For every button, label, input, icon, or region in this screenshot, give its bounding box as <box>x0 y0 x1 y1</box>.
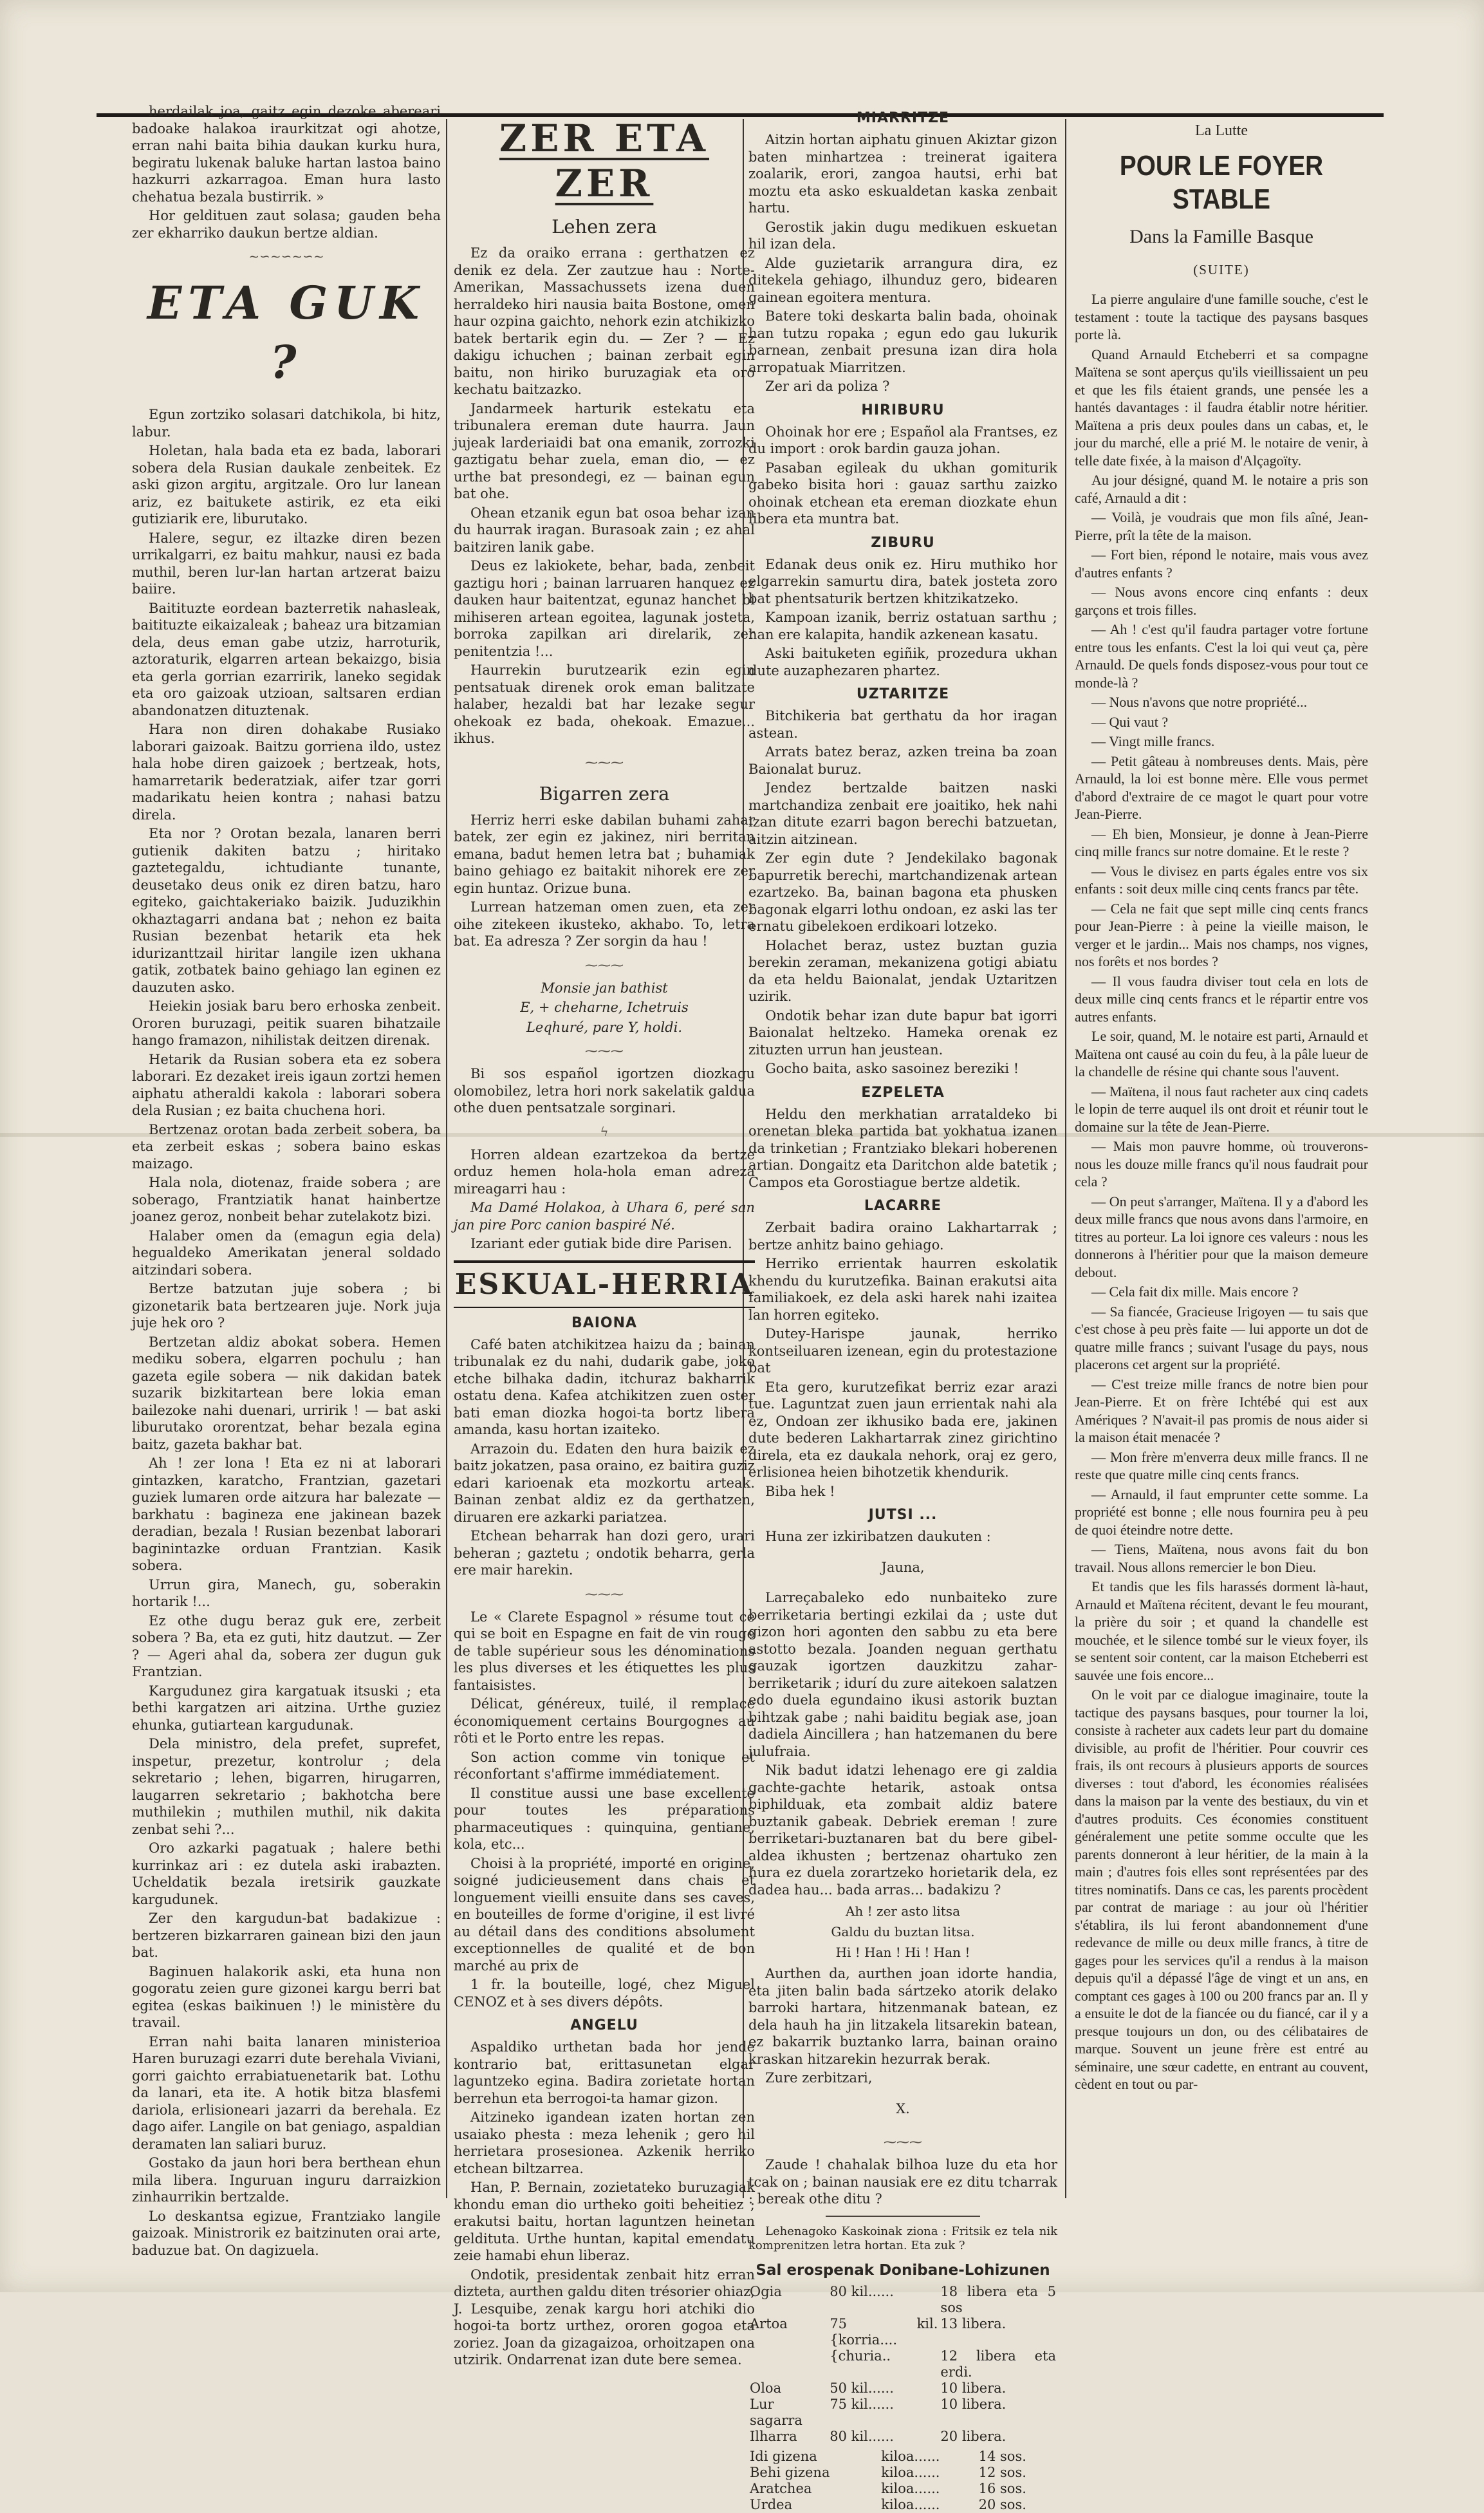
paragraph: Bertze batzutan juje sobera ; bi gizonetarik bata bertzearen juje. Nork juja juje hek oro ? <box>132 1281 441 1331</box>
divider <box>826 2216 980 2217</box>
poem-line: Ah ! zer asto litsa <box>845 1903 960 1919</box>
article-body <box>748 556 1057 680</box>
paragraph: Gostako da jaun hori bera berthean ehun mila libera. Inguruan inguru darraizkion zinhaurrikin bertzalde. <box>132 2155 441 2205</box>
paragraph: Lurrean hatzeman omen zuen, eta zer oihe zitekeen ikusteko, akhabo. To, letra bat. Ea adresza ? Zer sorgin da hau ! <box>454 899 755 949</box>
paragraph: Nik badut idatzi lehenago ere gi zaldia gachte-gachte hetarik, astoak ontsa biphilduak, eta zombait aldiz batere buztanik gabeak. Debriek ereman ! zure berriketari-buztanaren bat du bere gibel-aldea ikhusten ; bertzenaz ohartuko zen hura ez duela zorartzeko horietarik dela, ez dadea hau... bada arras... badakizu ? <box>748 1762 1057 1898</box>
article-body <box>748 424 1057 528</box>
paragraph: Quand Arnauld Etcheberri et sa compagne Maïtena se sont aperçus qu'ils vieillissaient un peu et que les fils étaient grands, une pensée les a hantés davantages : il faudra établir notre héritier. Maïtena a pris deux poules dans un cabas, et, le jour du marché, elle a prié M. le notaire de venir, à telle date fixée, à la maison d'Alçagoïty. <box>1075 346 1368 469</box>
paragraph: Edanak deus onik ez. Hiru muthiko hor elgarrekin samurtu dira, batek josteta zoro bat phentsaturik bertzen khitzikatzeko. <box>748 556 1057 606</box>
article-body <box>748 131 1057 395</box>
table-cell: Ogia <box>750 2284 782 2299</box>
table-cell: 20 libera. <box>940 2429 1006 2444</box>
paragraph: — Il vous faudra diviser tout cela en lots de deux mille cinq cents francs et le répartir entre vos autres enfants. <box>1075 973 1368 1025</box>
paragraph: Kampoan izanik, berriz ostatuan sarthu ; han ere kalapita, handik azkenean kasatu. <box>748 610 1057 642</box>
article-body <box>454 1336 755 1579</box>
paragraph: Izariant eder gutiak bide dire Parisen. <box>470 1236 732 1251</box>
paragraph: Hala nola, diotenaz, fraide sobera ; are soberago, Frantziatik hanat hainbertze joanez geroz, nonbeit behar zutelakotz bizi. <box>132 1175 441 1224</box>
table-cell: {churia.. <box>830 2348 891 2364</box>
paragraph: — Vous le divisez en parts égales entre vos six enfants : soit deux mille cinq cents francs par tête. <box>1075 863 1368 897</box>
paragraph: Zer egin dute ? Jendekilako bagonak bapurretik berechi, martchandizenak artean ezartzeko. Ba, bainan bagona eta phusken bagonak elgarri lothu ondoan, ez aski las ter ernatu gibelekoen erdikoari lotzeko. <box>748 850 1057 934</box>
table-cell: 75 kil. {korria.... <box>830 2316 938 2348</box>
table-cell: 10 libera. <box>940 2396 1006 2412</box>
table-cell: kiloa...... <box>881 2497 940 2512</box>
paragraph: Aitzineko igandean izaten hortan zen usaiako phesta : meza lehenik ; gero hil herrietara prosesionea. Azkenik herriko etchean biltzarrea. <box>454 2109 755 2176</box>
poem-line: Hi ! Han ! Hi ! Han ! <box>835 1945 970 1960</box>
paragraph: Bertzenaz orotan bada zerbeit sobera, ba eta zerbeit eskas ; sobera baino eskas maizago. <box>132 1121 441 1172</box>
section-la-lutte: La Lutte <box>1195 122 1248 139</box>
market-price-table <box>748 2284 1057 2445</box>
paragraph: Holetan, hala bada eta ez bada, laborari sobera dela Rusian daukale zenbeitek. Ez aski gizon argitu, argitzale. Oro lur lanean ariz, ez baitukete astirik, ez eta eiki gutiziarik ere, liburutako. <box>132 443 441 527</box>
column-4 <box>1075 103 1368 2201</box>
table-cell: Idi gizena <box>750 2449 817 2464</box>
paragraph: Heiekin josiak baru bero erhoska zenbeit. Ororen buruzagi, peitik suaren bihatzaile hango framazon, nihilistak deitzen direnak. <box>132 998 441 1048</box>
location-hiriburu: HIRIBURU <box>861 402 945 418</box>
paragraph: Urrun gira, Manech, gu, soberakin hortarik !... <box>132 1576 441 1609</box>
table-cell: 75 kil...... <box>830 2396 894 2412</box>
paragraph: — Tiens, Maïtena, nous avons fait du bon travail. Nous allons remercier le bon Dieu. <box>1075 1541 1368 1575</box>
location-ziburu: ZIBURU <box>871 534 935 551</box>
meat-price-table <box>748 2449 1057 2513</box>
table-row <box>748 2380 1057 2396</box>
paragraph: Son action comme vin tonique et réconfortant s'affirme immédiatement. <box>454 1749 755 1782</box>
table-row <box>748 2465 1057 2481</box>
article-body <box>748 1219 1057 1500</box>
table-row <box>748 2396 1057 2429</box>
paragraph: Halaber omen da (emagun egia dela) hegualdeko Amerikatan jeneral soldado aitzindari sobera. <box>132 1228 441 1278</box>
paragraph: Aski baituketen egiñik, prozedura ukhan dute auzaphezaren phartez. <box>748 646 1057 678</box>
paragraph: — Mon frère m'enverra deux mille francs. Il ne reste que quatre mille cinq cents francs. <box>1075 1448 1368 1482</box>
paragraph: Arrats batez beraz, azken treina ba zoan Baionalat buruz. <box>748 744 1057 777</box>
signature-line: E, + cheharne, Ichetruis <box>520 1000 689 1015</box>
paragraph: 1 fr. la bouteille, logé, chez Miguel CENOZ et à ses divers dépôts. <box>454 1977 755 2010</box>
flourish-divider: ~∽~∽~∽~ <box>248 248 324 264</box>
paragraph: Kargudunez gira kargatuak itsuski ; eta bethi kargatzen ari aitzina. Urthe guziez ehunka, gutiartean kargudunak. <box>132 1683 441 1733</box>
table-row <box>748 2497 1057 2513</box>
paragraph: Hara non diren dohakabe Rusiako laborari gaizoak. Baitzu gorriena ildo, ustez hala hobe diren gaizoek ; bertzeak, hots, hamarretarik bederatziak, aifer tzar gorri madarikatu heien kontra ; nahasi batzu direla. <box>132 722 441 823</box>
paragraph: Herriko errientak haurren eskolatik khendu du kurutzefika. Bainan erakutsi aita familiakoek, ez dela aski harek nahi izaitea lan horren egiteko. <box>748 1256 1057 1323</box>
footnote: Lehenagoko Kaskoinak ziona : Fritsik ez tela nik komprenitzen letra hortan. Eta zuk ? <box>748 2224 1057 2252</box>
intro-paragraph: herdailak joa, gaitz egin dezoke abereari badoake halakoa iraurkitzat ogi ahotze, erran nahi baita bihia daukan kurku hura, begiratu lukenak baluke hartan lastoa baino hazkurri azkarragoa. Eman hura lasto chehatua bezala bustirrik. » <box>132 104 441 205</box>
location-miarritze: MIARRITZE <box>856 110 950 126</box>
paragraph: Gerostik jakin dugu medikuen eskuetan hil izan dela. <box>748 219 1057 252</box>
table-cell: 14 sos. <box>978 2449 1026 2464</box>
column-rule <box>446 119 447 2198</box>
table-cell: Oloa <box>750 2380 782 2396</box>
table-cell: Aratchea <box>750 2481 812 2496</box>
advert-clarete <box>454 1609 755 2011</box>
section-mark: ϟ <box>600 1123 609 1139</box>
flourish-divider: ⁓⁓⁓ <box>585 754 624 770</box>
paragraph: Zaude ! chahalak bilhoa luze du eta hor tcak on ; bainan nausiak ere ez ditu tcharrak : bereak othe ditu ? <box>748 2157 1057 2207</box>
paragraph: — Qui vaut ? <box>1091 713 1169 730</box>
flourish-divider: ⁓⁓⁓ <box>884 2134 922 2149</box>
address-line: Ma Damé Holakoa, à Uhara 6, peré san jan pire Porc canion baspiré Né. <box>454 1200 755 1233</box>
paragraph: Baginuen halakorik aski, eta huna non gogoratu zeien gure gizonei kargu berri bat egitea (eskas baikinuen !) le ministère du travail. <box>132 1963 441 2030</box>
article-body <box>748 1589 1057 1898</box>
paragraph: Zer ari da poliza ? <box>765 378 890 394</box>
location-baiona: BAIONA <box>571 1314 638 1331</box>
paragraph: Choisi à la propriété, importé en origine, soigné judicieusement dans chais et longuement vieilli ensuite dans ses caves, en bouteilles de forme d'origine, il est livré au détail dans des conditions absolument exceptionnelles de qualité et de bon marché au prix de <box>454 1855 755 1974</box>
table-cell: kiloa...... <box>881 2465 940 2480</box>
table-cell: 50 kil...... <box>830 2380 894 2396</box>
paragraph: Huna zer izkiribatzen daukuten : <box>765 1529 991 1544</box>
paragraph: Alde guzietarik arrangura dira, ez ditekela gehiago, ilhunduz gero, bidearen gainean egoitera mentura. <box>748 255 1057 305</box>
location-angelu: ANGELU <box>570 2017 638 2033</box>
paragraph: Jandarmeek harturik estekatu eta tribunalera ereman dute haurra. Jaun jujeak larderiaidi bat ona emanik, zorrozki gaztigatu behar zuela, eman dio, — ez urthe bat presondegi, ez — bainan egun bat ohe. <box>454 400 755 501</box>
paragraph: Ah ! zer lona ! Eta ez ni at laborari gintazken, karatcho, Frantzian, gazetari guziek lumaren orde aitzura har balezate — barkhatu : bagineza ene jakinean bazek deradian, bezala ! Rusian bezenbat laborari baginintazke orduan Frantzian. Kasik sobera. <box>132 1455 441 1573</box>
intro-paragraph: Hor geldituen zaut solasa; gauden beha zer ekharriko daukun bertze aldian. <box>132 208 441 241</box>
paragraph: Et tandis que les fils harassés dorment là-haut, Arnauld et Maïtena récitent, devant le feu mourant, la prière du soir ; et quand la chandelle est mouchée, et le silence tombé sur le vieux foyer, ils se sentent soir content, car la maison Etcheberri est sauvée une fois encore... <box>1075 1578 1368 1683</box>
paragraph: Zer den kargudun-bat badakizue : bertzeren bizkarraren gainean bizi den jaun bat. <box>132 1910 441 1960</box>
paragraph: Ondotik behar izan dute bapur bat igorri Baionalat heltzeko. Hameka orenak ez zituzten urrun han jeustean. <box>748 1007 1057 1058</box>
table-cell: 18 libera eta 5 sos <box>940 2284 1056 2315</box>
paragraph: Heldu den merkhatian arrataldeko bi orenetan bleka partida bat yokhatua izanen da trinketian ; Frantziako blekari hoberenen artian. Dongaitz eta Daritchon alde batetik ; Campos eta Gorostiague bertze aldetik. <box>748 1106 1057 1190</box>
flourish-divider: ⁓⁓⁓ <box>585 957 624 973</box>
paragraph: Arrazoin du. Edaten den hura baizik ez baitz jokatzen, pasa oraino, ez baitira guziz edari karioenak eta mozkortu arteak. Bainan zenbat aldiz ez da gerthatzen, diruaren ere azkarki pariatzea. <box>454 1441 755 1525</box>
table-cell: Lur sagarra <box>750 2396 802 2428</box>
table-row <box>748 2316 1057 2348</box>
article-body <box>454 245 755 747</box>
paragraph: Au jour désigné, quand M. le notaire a pris son café, Arnauld a dit : <box>1075 472 1368 506</box>
paragraph: Lo deskantsa egizue, Frantziako langile gaizoak. Ministrorik ez baitzinuten orai arte, baduzue bat. On dagizuela. <box>132 2208 441 2258</box>
article-body <box>748 707 1057 1078</box>
paragraph: Egun zortziko solasari datchikola, bi hitz, labur. <box>132 407 441 440</box>
table-cell: Ilharra <box>750 2429 797 2444</box>
article-body <box>748 1106 1057 1191</box>
article-body <box>454 2039 755 2369</box>
paragraph: Horren aldean ezartzekoa da bertze orduz hemen hola-hola eman adreza mireagarri hau : <box>454 1146 755 1197</box>
paragraph: Erran nahi baita lanaren ministerioa Haren buruzagi ezarri dute berehala Viviani, gorri gaichto errabiatuenetarik bat. Lothu da lanari, eta ite. A hotik bitza blasfemi dariola, erlisioneari jazarri da berehala. Ez dago aifer. Langile on bat geniago, aspaldian deramaten lan saliari buruz. <box>132 2033 441 2152</box>
column-3 <box>748 103 1057 2512</box>
poem-line: Galdu du buztan litsa. <box>831 1924 975 1939</box>
paragraph: — Voilà, je voudrais que mon fils aîné, Jean-Pierre, prît la tête de la maison. <box>1075 509 1368 543</box>
paragraph: Etchean beharrak han dozi gero, urari beheran ; gaztetu ; ondotik beharra, gerla ere mair harekin. <box>454 1528 755 1578</box>
paragraph: — Nous n'avons que notre propriété... <box>1091 694 1308 710</box>
paragraph: Eta gero, kurutzefikat berriz ezar arazi tue. Laguntzat zuen jaun errientak nahi ala ez, Ondoan zer ikhusiko bada ere, jakinen dute bederen Lakhartarrak zinez girichtino direla, eta ez daukala nehork, oraj ez gero, erlisionea heien bihotzetik khendurik. <box>748 1379 1057 1480</box>
paragraph: Le soir, quand, M. le notaire est parti, Arnauld et Maïtena ont causé au coin du feu, à la pâle lueur de la chandelle de résine qui chante sous l'auvent. <box>1075 1028 1368 1079</box>
paragraph: Ez othe dugu beraz guk ere, zerbeit sobera ? Ba, eta ez guti, hitz dautzut. — Zer ? — Ageri ahal da, sobera zer dugun guk Frantzian. <box>132 1612 441 1679</box>
paragraph: Baitituzte eordean bazterretik nahasleak, baitituzte eikaizaleak ; baheaz ura bitzamian dela, deus eman gabe utziz, harroturik, aztoraturik, elgarren artean bekaizgo, bisia eta gerla gorrian ezarririk, laneko segidak eta oro gaizoak utzioan, saltsaren erdian abandonatzen dituztenak. <box>132 600 441 718</box>
signature-line: Leqhuré, pare Y, holdi. <box>526 1019 682 1035</box>
table-row <box>748 2348 1057 2380</box>
paragraph: Bertzetan aldiz abokat sobera. Hemen mediku sobera, elgarren pochulu ; han gazeta egile sobera — nik dakidan batek suzarik bizkitartean bere lokia eman bailezoke nahi duenari, urririk ! — bat aski liburutako ororentzat, behar bezala egina baitz, gazeta bakhar bat. <box>132 1334 441 1452</box>
paragraph: — Mais mon pauvre homme, où trouverons-nous les douze mille francs qu'il nous faudrait pour cela ? <box>1075 1138 1368 1190</box>
paragraph: Haurrekin burutzearik ezin egin pentsatuak direnek orok eman balitzate halaber, hezaldi bat har lezake segur ohekoak ez bada, ohekoak. Emazue... ikhus. <box>454 662 755 746</box>
paragraph: Holachet beraz, ustez buztan guzia berekin zeraman, mekanizena gotigi abiatu da eta heldu Baionalat, jendak Uztaritzen uzirik. <box>748 937 1057 1004</box>
article-body <box>132 406 441 2259</box>
column-2 <box>454 103 755 2368</box>
paragraph: Ohoinak hor ere ; Español ala Frantses, ez du import : orok bardin gauza johan. <box>748 424 1057 456</box>
signature-line: Monsie jan bathist <box>541 980 668 996</box>
suite-label: (SUITE) <box>1193 261 1250 277</box>
paragraph: Délicat, généreux, tuilé, il remplace économiquement certains Bourgognes au rôti et le Porto entre les repas. <box>454 1696 755 1746</box>
headline-eta-guk: ETA GUK ? <box>147 276 425 389</box>
paragraph: Jendez bertzalde baitzen naski martchandiza zenbait ere joaitiko, hek nahi izan ditute ezarri bagon berechi batzuetan, aitzin aitzinean. <box>748 780 1057 847</box>
flourish-divider: ⁓⁓⁓ <box>585 1043 624 1058</box>
article-body <box>454 812 755 950</box>
location-uztaritze: UZTARITZE <box>856 686 950 702</box>
table-cell: 13 libera. <box>940 2316 1006 2331</box>
paragraph: — Maïtena, il nous faut racheter aux cinq cadets le lopin de terre auquel ils ont droit et réunir tout le domaine sur la tête de Jean-Pierre. <box>1075 1083 1368 1135</box>
paragraph: Dela ministro, dela prefet, suprefet, inspetur, prezetur, kontrolur ; dela sekretario ; lehen, bigarren, hirugarren, laugarren sekretario ; bakhotcha bere muthilekin ; muthilen muthil, nik dakita zenbat sehi ?... <box>132 1736 441 1837</box>
paragraph: Halere, segur, ez iltazke diren bezen urrikalgarri, ez baitu mahkur, nausi ez bada muthil, beren lur-lan hartan artzerat baizu baiire. <box>132 530 441 597</box>
section-lehen-zera: Lehen zera <box>552 216 657 238</box>
paragraph: Oro azkarki pagatuak ; halere bethi kurrinkaz ari : ez dutela aski irabazten. Ucheldatik bezala iretsirik gauzkate kargudunek. <box>132 1840 441 1907</box>
paragraph: Larreçabaleko edo nunbaiteko zure berriketaria bertingi ezkilai da ; uste dut gizon hori agonten den sabbu zu eta bere astotto bezala. Joanden neguan gerthatu gauzak igortzen dauzkitzu zahar-berriketarik ; idurí du zure aitekoen salatzen edo duela egundaino ikusi astorik buztan bihtzak gabe ; nahi baiditu begiak ase, joan dadiela Aincillera ; han hatzemanen du bere julufraia. <box>748 1590 1057 1759</box>
paragraph: Ondotik, presidentak zenbait hitz erran dizteta, aurthen galdu diten trésorier ohiaz, J. Lesquibe, zenak kargu hori atchiki dio hogoi-ta bortz urthez, ororen gogoa eta zoriez. Joan da gizagaizoa, orhoitzapen ona utzirik. Ondarrenat izan dute bere semea. <box>454 2266 755 2368</box>
paragraph: Aspaldiko urthetan bada hor jende kontrario bat, erittasunetan elgar laguntzeko egina. Badira zorietate hortan berrehun eta berrogoi-ta hamar gizon. <box>454 2039 755 2106</box>
paragraph: Il constitue aussi une base excellente pour toutes les préparations pharmaceutiques : quinquina, gentiane, kola, etc... <box>454 1785 755 1852</box>
table-cell: 80 kil...... <box>830 2429 894 2444</box>
paragraph: — Fort bien, répond le notaire, mais vous avez d'autres enfants ? <box>1075 547 1368 581</box>
column-1 <box>132 103 441 2258</box>
table-row <box>748 2449 1057 2465</box>
paragraph: — Arnauld, il faut emprunter cette somme. La propriété est bonne ; elle nous fournira peu à peu de quoi éteindre notre dette. <box>1075 1486 1368 1538</box>
paragraph: Hetarik da Rusian sobera eta ez sobera laborari. Ez dezaket ireis igaun zortzi hemen aiphatu atheraldi kakola : laborari sobera dela Rusian ; ez baita chuchena hori. <box>132 1051 441 1118</box>
paragraph: — C'est treize mille francs de notre bien pour Jean-Pierre. Et on frère Ichtébé qui est aux Amériques ? N'avait-il pas promis de nous aider si la maison était menacée ? <box>1075 1376 1368 1445</box>
column-rule <box>1065 119 1066 2198</box>
flourish-divider: ⁓⁓⁓ <box>585 1585 624 1602</box>
paragraph: Pasaban egileak du ukhan gomiturik gabeko bisita hori : gauaz sarthu zaizko ohoinak etchean eta ereman diozkate ehun libera eta muntra bat. <box>748 460 1057 527</box>
table-cell: kiloa...... <box>881 2481 940 2496</box>
paragraph: — On peut s'arranger, Maïtena. Il y a d'abord les deux mille francs que nous avons dans l'armoire, en titres au porteur. La loi ignore ces valeurs : nous les donnerons à l'héritier pour que la maison demeure debout. <box>1075 1193 1368 1280</box>
location-ezpeleta: EZPELETA <box>861 1084 945 1101</box>
paragraph: Zerbait badira oraino Lakhartarrak ; bertze anhitz baino gehiago. <box>748 1220 1057 1253</box>
masthead-zer-eta-zer: ZER ETA ZER <box>499 117 710 205</box>
paragraph: Batere toki deskarta balin bada, ohoinak han tutzu ropaka ; egun edo gau lukurik barnean, zenbait presuna izan dira hola arropatuak Miarritzen. <box>748 308 1057 375</box>
paragraph: Han, P. Bernain, zozietateko buruzagiak khondu eman dio urtheko goiti beheitiez ; erakutsi baitu, hortan laguntzen heinetan geldituta. Urthe huntan, kapital emendatu zeie hamabi ehun liberaz. <box>454 2180 755 2263</box>
paragraph: Deus ez lakiokete, behar, bada, zenbeit gaztigu hori ; bainan larruaren hanquez ez dauken haur baitentzat, egunaz hanchet bi mihiseren artean egoitea, lagunak josteta, borroka zapilkan ari direlarik, zer penitentzia !... <box>454 558 755 659</box>
section-bigarren-zera: Bigarren zera <box>539 782 670 805</box>
paragraph: Ohean etzanik egun bat osoa behar izan du haurrak iragan. Burasoak zain ; ez ahal baitziren lanik gabe. <box>454 505 755 555</box>
table-cell: 80 kil...... <box>830 2284 894 2299</box>
article-title: POUR LE FOYER STABLE <box>1119 149 1324 215</box>
table-cell <box>748 2348 828 2380</box>
paragraph: Café baten atchikitzea haizu da ; bainan tribunalak ez du nahi, dudarik gabe, joko etche bilhaka dadin, itchuraz bakharrik ostatu dena. Kafea atchikitzen zuen oster bati eman diozka hogoi-ta bortz libera amanda, kasu hortan izaiteko. <box>454 1336 755 1437</box>
paragraph: — Ah ! c'est qu'il faudra partager votre fortune entre tous les enfants. C'est la loi qui veut ça, père Arnauld. De quels fonds disposez-vous pour tout ce monde-là ? <box>1075 621 1368 691</box>
paragraph: Le « Clarete Espagnol » résume tout ce qui se boit en Espagne en fait de vin rouge de table supérieur sous les dénominations les plus diverses et les étiquettes les plus fantaisistes. <box>454 1609 755 1693</box>
table-cell: 12 libera eta erdi. <box>940 2348 1056 2380</box>
table-cell: Behi gizena <box>750 2465 830 2480</box>
table-cell: Urdea <box>750 2497 793 2512</box>
paragraph: Bi sos español igortzen diozkagu olomobilez, letra hori nork sakelatik galdua othe duen pentsatzale sorginari. <box>454 1066 755 1116</box>
salutation: Jauna, <box>881 1559 925 1575</box>
paragraph: La pierre angulaire d'une famille souche, c'est le testament : toute la tactique des paysans basques porte là. <box>1075 291 1368 342</box>
location-lacarre: LACARRE <box>864 1198 942 1214</box>
paragraph: Aitzin hortan aiphatu ginuen Akiztar gizon baten minhartzea : treinerat igaitera zoalarik, erori, zangoa hautsi, erhi bat moztu eta asko eskualdetan kaska zenbait hartu. <box>748 132 1057 216</box>
paragraph: Bitchikeria bat gerthatu da hor iragan astean. <box>748 708 1057 741</box>
table-row <box>748 2481 1057 2497</box>
paragraph: Herriz herri eske dabilan buhami zahar batek, zer egin ez jakinez, niri berritan emana, badut hemen letra bat ; buhamiak baino gehiago ez baitakit nihorek ere zer egin huntaz. Orizue buna. <box>454 812 755 896</box>
paragraph: Gocho baita, asko sasoinez bereziki ! <box>765 1061 1019 1076</box>
paragraph: — Nous avons encore cinq enfants : deux garçons et trois filles. <box>1075 584 1368 618</box>
market-table-title: Sal erospenak Donibane-Lohizunen <box>756 2261 1050 2279</box>
table-row <box>748 2429 1057 2445</box>
location-jutsi: JUTSI ... <box>868 1507 938 1523</box>
paragraph: — Eh bien, Monsieur, je donne à Jean-Pierre cinq mille francs sur notre domaine. Et le reste ? <box>1075 825 1368 859</box>
paragraph: On le voit par ce dialogue imaginaire, toute la tactique des paysans basques, pour tourner la loi, consiste à racheter aux cadets leur part du domaine divisible, au profit de l'héritier. Pour couvrir ces frais, ils ont recours à plusieurs apports de sources diverses : tout d'abord, les économies réalisées dans la maison par la vente des bestiaux, du vin et d'autres produits. Ces économies constituent généralement une petite somme occulte que les parents donneront à leur héritier, de la main à la main ; d'autres fois elles sont représentées par des titres nominatifs. Dans ce cas, les parents procèdent par contrat de mariage : au jour où l'héritier s'établira, ils lui feront abandonnement d'une redevance de mille ou deux mille francs, à titre de gages pour les services qu'il a rendus à la maison depuis qu'il a dépassé l'âge de vingt et un ans, en comptant ces gages à 100 ou 200 francs par an. Il y a ensuite le dot de la fiancée ou du fiancé, car il y a presque toujours un don, ou des célibataires de marque. Souvent un jeune frère est entré au séminaire, une sœur cadette, en entrant au couvent, cèdent en tout ou par- <box>1075 1686 1368 2092</box>
paragraph: Aurthen da, aurthen joan idorte handia, eta jiten balin bada sártzeko atorik delako barroki hartara, hitzenmanak batean, ez dela hauh ha jin litzakela litsarekin batean, ez bakarrik buztanko larra, bainan oraino kraskan hitzarekin hezurrak berak. <box>748 1966 1057 2067</box>
paragraph: — Petit gâteau à nombreuses dents. Mais, père Arnauld, la loi est bonne mère. Elle vous permet d'abord d'extraire de ce magot le quart pour votre Jean-Pierre. <box>1075 752 1368 822</box>
paragraph: — Cela fait dix mille. Mais encore ? <box>1091 1284 1299 1300</box>
table-cell: kiloa...... <box>881 2449 940 2464</box>
table-cell: 20 sos. <box>978 2497 1026 2512</box>
table-row <box>748 2284 1057 2316</box>
article-subtitle: Dans la Famille Basque <box>1129 225 1313 247</box>
paragraph: Eta nor ? Orotan bezala, lanaren berri gutienik dakiten batzu ; hiritako gaztetegaldu, ichtudiante tunante, deusetako deus onik ez diren batzu, haro egiteko, gaichtakeriako baizik. Juduzikhin okhaztagarri andana bat ; nehon ez baita Rusian bezenbat hetarik eta hek idurizanttzail hiritar langile izen ukhana gatik, zotbatek baino gehiago lan eginen ez dauzuten asko. <box>132 826 441 995</box>
article-body <box>1075 290 1368 2093</box>
paragraph: — Vingt mille francs. <box>1091 733 1215 749</box>
table-cell: 12 sos. <box>978 2465 1026 2480</box>
paragraph: Dutey-Harispe jaunak, herriko kontseiluaren izenean, egin du protestazione bat <box>748 1326 1057 1376</box>
section-eskual-herria: ESKUAL-HERRIA <box>454 1260 755 1308</box>
paragraph: — Sa fiancée, Gracieuse Irigoyen — tu sais que c'est chose à peu près faite — lui apporte un dot de quatre mille francs ; suivant l'usage du pays, nous placerons cet argent sur la propriété. <box>1075 1303 1368 1372</box>
paragraph: Ez da oraiko errana : gerthatzen ez denik ez dela. Zer zautzue hau : Norte-Amerikan, Massachussets izena duen herraldeko hiri nausia baita Bostone, omen haur ozpina gaichto, nehork ezin atchikizko batek bertarik egin du. — Zer ? — Ez dakigu ichuchen ; bainan zerbait egin baitu, non hiriko buruzagiak eta oro kechatu baitzazko. <box>454 245 755 397</box>
closing: Zure zerbitzari, <box>765 2070 873 2086</box>
table-cell: 16 sos. <box>978 2481 1026 2496</box>
table-cell: Artoa <box>750 2316 788 2331</box>
paragraph: — Cela ne fait que sept mille cinq cents francs pour Jean-Pierre : à peine la vieille maison, le verger et le jardin... Mais nos champs, nos vignes, nos forêts et nos bordes ? <box>1075 900 1368 969</box>
signature: X. <box>896 2100 910 2116</box>
table-cell: 10 libera. <box>940 2380 1006 2396</box>
paragraph: Biba hek ! <box>765 1483 835 1499</box>
